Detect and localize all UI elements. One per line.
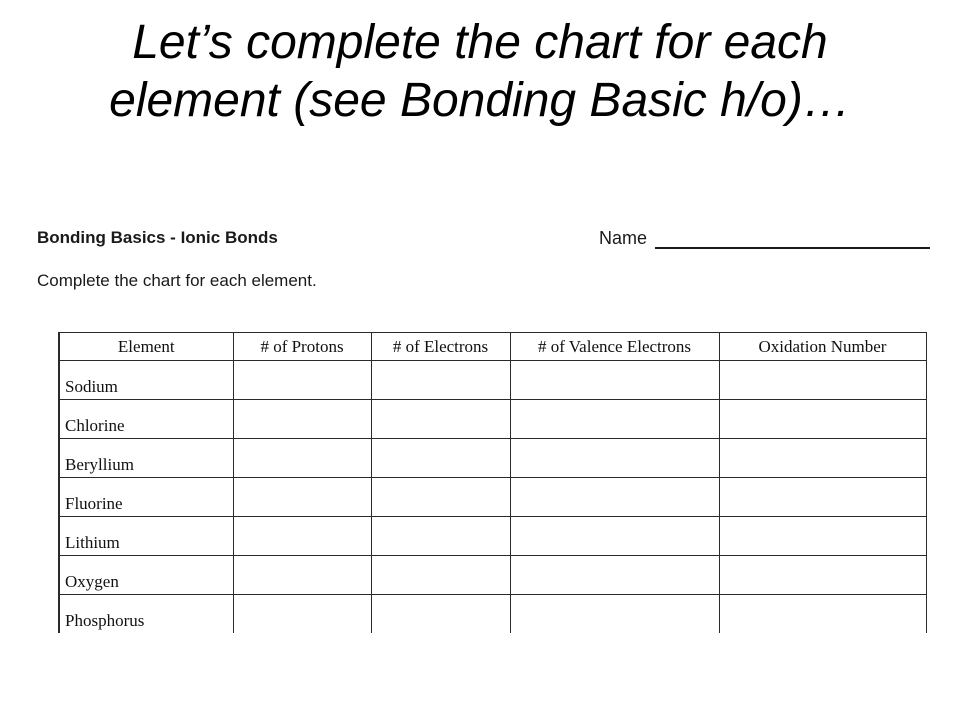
element-name: Oxygen [59, 556, 233, 595]
oxidation-number-cell[interactable] [719, 517, 926, 556]
electrons-cell[interactable] [371, 556, 510, 595]
element-chart [58, 332, 927, 633]
oxidation-number-cell[interactable] [719, 556, 926, 595]
table-row [59, 556, 926, 595]
name-label: Name [599, 228, 648, 248]
element-name: Sodium [59, 361, 233, 400]
oxidation-number-cell[interactable] [719, 439, 926, 478]
element-name: Chlorine [59, 400, 233, 439]
table-row [59, 517, 926, 556]
element-name: Lithium [59, 517, 233, 556]
electrons-cell[interactable] [371, 517, 510, 556]
protons-cell[interactable] [233, 400, 371, 439]
oxidation-number-cell[interactable] [719, 478, 926, 517]
name-line[interactable] [655, 230, 930, 249]
protons-cell[interactable] [233, 556, 371, 595]
electrons-cell[interactable] [371, 478, 510, 517]
name-field[interactable] [599, 228, 930, 249]
protons-cell[interactable] [233, 439, 371, 478]
electrons-cell[interactable] [371, 400, 510, 439]
protons-cell[interactable] [233, 517, 371, 556]
protons-cell[interactable] [233, 595, 371, 634]
table-row [59, 400, 926, 439]
protons-cell[interactable] [233, 361, 371, 400]
electrons-cell[interactable] [371, 361, 510, 400]
worksheet-heading: Bonding Basics - Ionic Bonds [37, 228, 278, 247]
table-row [59, 439, 926, 478]
slide-title-line-1: Let’s complete the chart for each [132, 16, 828, 69]
chart-header-row [59, 333, 926, 361]
protons-cell[interactable] [233, 478, 371, 517]
valence-electrons-cell[interactable] [510, 439, 719, 478]
electrons-cell[interactable] [371, 595, 510, 634]
oxidation-number-cell[interactable] [719, 400, 926, 439]
element-name: Phosphorus [59, 595, 233, 634]
header-element: Element [59, 333, 233, 361]
header-valence-electrons: # of Valence Electrons [510, 333, 719, 361]
element-name: Fluorine [59, 478, 233, 517]
valence-electrons-cell[interactable] [510, 517, 719, 556]
table-row [59, 595, 926, 634]
oxidation-number-cell[interactable] [719, 361, 926, 400]
valence-electrons-cell[interactable] [510, 478, 719, 517]
slide-title [0, 14, 960, 130]
table-row [59, 361, 926, 400]
worksheet-instruction: Complete the chart for each element. [37, 271, 317, 290]
header-protons: # of Protons [233, 333, 371, 361]
valence-electrons-cell[interactable] [510, 556, 719, 595]
table-row [59, 478, 926, 517]
oxidation-number-cell[interactable] [719, 595, 926, 634]
valence-electrons-cell[interactable] [510, 595, 719, 634]
valence-electrons-cell[interactable] [510, 400, 719, 439]
valence-electrons-cell[interactable] [510, 361, 719, 400]
header-electrons: # of Electrons [371, 333, 510, 361]
electrons-cell[interactable] [371, 439, 510, 478]
element-name: Beryllium [59, 439, 233, 478]
header-oxidation-number: Oxidation Number [719, 333, 926, 361]
slide-title-line-2: element (see Bonding Basic h/o)… [109, 74, 851, 127]
